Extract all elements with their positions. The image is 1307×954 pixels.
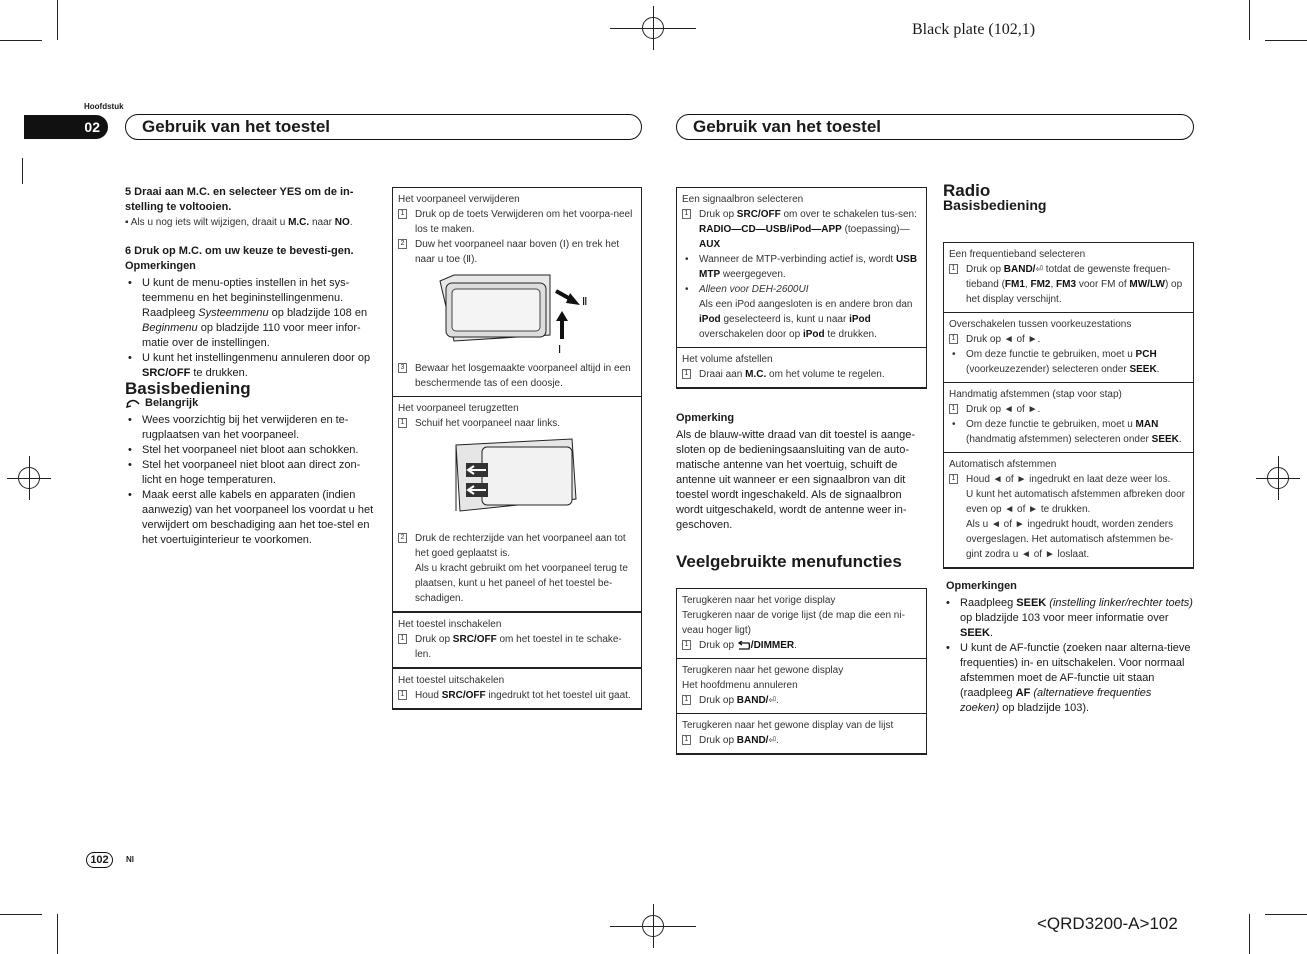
- section-title: Een frequentieband selecteren: [949, 249, 1086, 260]
- chapter-label: Hoofdstuk: [84, 102, 124, 111]
- chapter-title-text: Gebruik van het toestel: [693, 117, 881, 136]
- chapter-title-right: [676, 114, 1194, 140]
- list-item: • Wanneer de MTP-verbinding actief is, wordt USB MTP weergegeven.: [682, 252, 921, 282]
- crop-mark: [22, 158, 23, 184]
- language-code: Nl: [126, 855, 134, 864]
- section-normal-display: [677, 659, 926, 714]
- section-title: Het volume afstellen: [682, 354, 773, 365]
- procedure-box-panel: [392, 187, 642, 710]
- important-icon: [125, 398, 141, 409]
- important-heading: Belangrijk: [125, 396, 377, 411]
- source-list: RADIO—CD—USB/iPod—APP (toepassing)— AUX: [699, 224, 910, 250]
- step-note: U kunt het automatisch afstemmen afbreken door even op ◄ of ► te drukken.: [966, 489, 1186, 515]
- column-1: [125, 185, 377, 548]
- chapter-number: 02: [24, 115, 108, 139]
- section-band: [944, 243, 1193, 313]
- section-title: Terugkeren naar het vorige display: [682, 595, 836, 606]
- list-item: • Stel het voorpaneel niet bloot aan direct zon-licht en hoge temperaturen.: [125, 458, 377, 488]
- column-4-notes: [943, 579, 1193, 716]
- crop-mark: [1249, 0, 1250, 40]
- crop-mark: [0, 914, 42, 915]
- remove-panel-illustration: [432, 273, 602, 355]
- section-title: Het voorpaneel verwijderen: [398, 194, 520, 205]
- step-item: 1 Draai aan M.C. om het volume te regelen.: [682, 367, 921, 382]
- step-item: 1 Druk op /DIMMER.: [682, 638, 921, 653]
- registration-mark-top: [642, 17, 664, 39]
- section-remove-panel: [393, 188, 641, 397]
- list-item: • U kunt het instellingenmenu annuleren door op SRC/OFF te drukken.: [125, 351, 377, 381]
- section-normal-list: [677, 714, 926, 753]
- step-5: 5 Draai aan M.C. en selecteer YES om de in-stelling te voltooien.: [125, 186, 354, 213]
- figure-label: Ⅱ: [582, 296, 588, 308]
- escape-icon: ⏎: [768, 695, 777, 705]
- section-back: [677, 589, 926, 659]
- list-item: • U kunt de AF-functie (zoeken naar alterna-tieve frequenties) in- en uitschakelen. Voor normaal afstemmen moet de AF-functie uit staan (raadpleeg AF (alternatieve frequenties zoeken) op bladzijde 103).: [943, 641, 1193, 716]
- chapter-title-text: Gebruik van het toestel: [142, 117, 330, 136]
- registration-mark-right: [1267, 467, 1289, 489]
- step-item: 1 Druk op de toets Verwijderen om het voorpa-neel los te maken.: [398, 207, 636, 237]
- section-title: Overschakelen tussen voorkeuzestations: [949, 319, 1132, 330]
- step-note: Als u kracht gebruikt om het voorpaneel terug te plaatsen, kunt u het paneel of het toestel be-schadigen.: [415, 563, 628, 604]
- notes-list: [125, 276, 377, 381]
- escape-icon: ⏎: [1035, 264, 1044, 274]
- section-auto-tuning: [944, 453, 1193, 567]
- list-item: • Wees voorzichtig bij het verwijderen en te-rugplaatsen van het voorpaneel.: [125, 413, 377, 443]
- list-item: • Om deze functie te gebruiken, moet u PCH (voorkeuzezender) selecteren onder SEEK.: [949, 347, 1188, 377]
- step-item: 1 Druk op BAND/⏎.: [682, 733, 921, 748]
- section-power-on: [393, 612, 641, 668]
- section-heading-menu-functions: Veelgebruikte menufuncties: [676, 552, 902, 571]
- section-preset: [944, 313, 1193, 383]
- section-title: Terugkeren naar de vorige lijst (de map die een ni-veau hoger ligt): [682, 610, 905, 636]
- column-3-text: [676, 411, 928, 569]
- note-heading: Opmerking: [676, 412, 735, 424]
- column-4-head: [943, 183, 1193, 213]
- crop-mark: [1265, 914, 1307, 915]
- step-item: 1 Druk op BAND/⏎ totdat de gewenste frequen-tieband (FM1, FM2, FM3 voor FM of MW/LW) op het display verschijnt.: [949, 262, 1188, 307]
- step-6: 6 Druk op M.C. om uw keuze te bevesti-gen.: [125, 245, 354, 257]
- step-item: 1 Houd ◄ of ► ingedrukt en laat deze weer los.: [949, 472, 1188, 487]
- page-number: 102: [86, 852, 113, 868]
- section-heading-basisbediening: Basisbediening: [125, 379, 251, 398]
- footer-code: <QRD3200-A>102: [1037, 914, 1178, 933]
- important-list: [125, 413, 377, 548]
- section-title: Terugkeren naar het gewone display van de lijst: [682, 720, 894, 731]
- section-title: Terugkeren naar het gewone display: [682, 665, 844, 676]
- step-item: 1 Druk op ◄ of ►.: [949, 332, 1188, 347]
- procedure-box-menu: [676, 588, 927, 755]
- crop-mark: [57, 0, 58, 40]
- procedure-box-source: [676, 187, 927, 389]
- step-item: 3 Bewaar het losgemaakte voorpaneel altijd in een beschermende tas of een doosje.: [398, 361, 636, 391]
- step-item: 1 Druk op SRC/OFF om het toestel in te schake-len.: [398, 632, 636, 662]
- crop-mark: [1249, 914, 1250, 954]
- section-title: Het hoofdmenu annuleren: [682, 680, 798, 691]
- section-title: Het toestel uitschakelen: [398, 675, 505, 686]
- attach-panel-illustration: [452, 437, 582, 525]
- step-note: Als een iPod aangesloten is en andere bron dan iPod geselecteerd is, kunt u naar iPod overschakelen door op iPod te drukken.: [699, 299, 913, 340]
- note-text: Als de blauw-witte draad van dit toestel is aange-sloten op de bedieningsaansluiting van de auto-matische antenne van het voertuig, schuift de antenne uit wanneer er een signaalbron van dit toestel wordt ingeschakeld. Als de signaalbron wordt uitgeschakeld, wordt de antenne weer in-geschoven.: [676, 429, 916, 531]
- list-item: • Om deze functie te gebruiken, moet u MAN (handmatig afstemmen) selecteren onder SEEK.: [949, 417, 1188, 447]
- notes-heading: Opmerkingen: [946, 580, 1017, 592]
- step-5-note: ▪ Als u nog iets wilt wijzigen, draait u M.C. naar NO.: [125, 217, 353, 228]
- figure-label: Ⅰ: [558, 344, 562, 355]
- step-item: 1 Druk op SRC/OFF om over te schakelen tus-sen:: [682, 207, 921, 222]
- step-item: 1 Druk op ◄ of ►.: [949, 402, 1188, 417]
- section-title: Een signaalbron selecteren: [682, 194, 804, 205]
- notes-list: [943, 596, 1193, 716]
- list-item: • U kunt de menu-opties instellen in het sys-teemmenu en het begininstellingenmenu. Raadpleeg Systeemmenu op bladzijde 108 en Beginmenu op bladzijde 110 voor meer infor-matie over de instellingen.: [125, 276, 377, 351]
- section-manual-tuning: [944, 383, 1193, 453]
- section-attach-panel: [393, 397, 641, 612]
- subheading-basisbediening: Basisbediening: [943, 197, 1047, 213]
- list-item: • Raadpleeg SEEK (instelling linker/rechter toets) op bladzijde 103 voor meer informatie over SEEK.: [943, 596, 1193, 641]
- section-title: Het voorpaneel terugzetten: [398, 403, 519, 414]
- section-title: Automatisch afstemmen: [949, 459, 1057, 470]
- section-select-source: [677, 188, 926, 348]
- crop-mark: [57, 914, 58, 954]
- registration-mark-left: [18, 467, 40, 489]
- list-item: • Maak eerst alle kabels en apparaten (indien aanwezig) van het voorpaneel los voordat u het verwijdert om beschadiging aan het toe-stel en het voertuiginterieur te voorkomen.: [125, 488, 377, 548]
- crop-mark: [0, 40, 42, 41]
- chapter-title-left: [125, 114, 642, 140]
- step-item: 2 Druk de rechterzijde van het voorpaneel aan tot het goed geplaatst is.: [398, 531, 636, 561]
- section-title: Handmatig afstemmen (stap voor stap): [949, 389, 1122, 400]
- section-volume: [677, 348, 926, 387]
- list-item: • Stel het voorpaneel niet bloot aan schokken.: [125, 443, 377, 458]
- step-item: 1 Druk op BAND/⏎.: [682, 693, 921, 708]
- step-note: Als u ◄ of ► ingedrukt houdt, worden zenders overgeslagen. Het automatisch afstemmen be-gint zodra u ◄ of ► loslaat.: [966, 519, 1174, 560]
- registration-mark-bottom: [642, 915, 664, 937]
- notes-heading: Opmerkingen: [125, 260, 196, 272]
- escape-icon: ⏎: [768, 735, 777, 745]
- section-power-off: [393, 668, 641, 708]
- back-icon: [737, 641, 751, 650]
- section-title: Het toestel inschakelen: [398, 619, 502, 630]
- step-item: 2 Duw het voorpaneel naar boven (Ⅰ) en trek het naar u toe (Ⅱ).: [398, 237, 636, 267]
- procedure-box-radio: [943, 242, 1194, 569]
- step-item: 1 Houd SRC/OFF ingedrukt tot het toestel uit gaat.: [398, 688, 636, 703]
- list-item: • Alleen voor DEH-2600UI: [682, 282, 921, 297]
- plate-label: Black plate (102,1): [912, 21, 1036, 38]
- section-heading-radio: Radio: [943, 181, 991, 200]
- step-item: 1 Schuif het voorpaneel naar links.: [398, 416, 636, 431]
- crop-mark: [1265, 40, 1307, 41]
